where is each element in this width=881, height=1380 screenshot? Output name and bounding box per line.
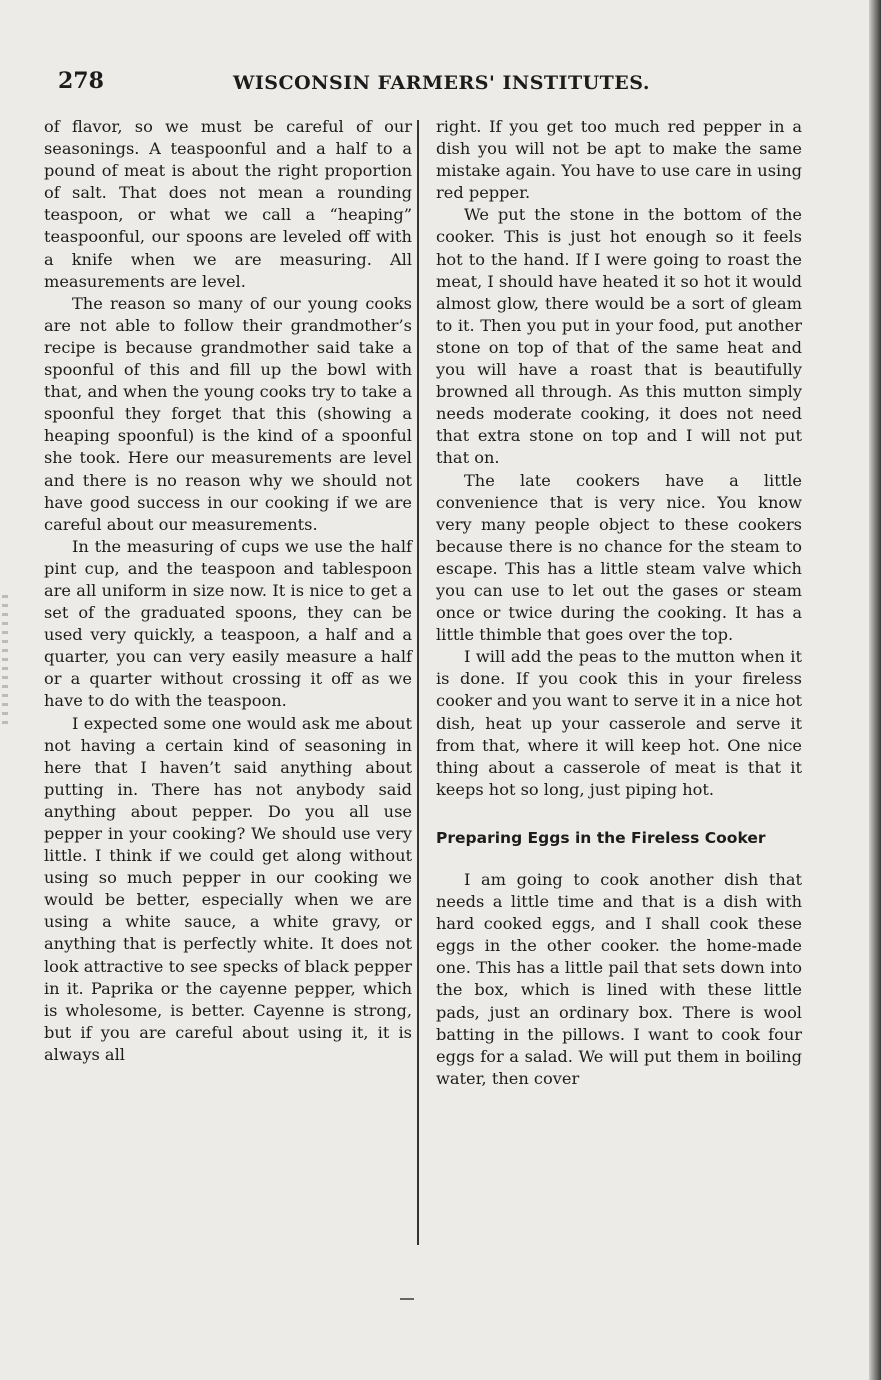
paragraph: The late cookers have a little convenience that is very nice. You know very many people object to these cookers because there is no chance for the steam to escape. This has a little steam valve which you can use to let out the gases or steam once or twice during the cooking. It has a little thimble that goes over the top. — [436, 470, 802, 645]
section-heading: Preparing Eggs in the Fireless Cooker — [436, 828, 766, 847]
page-edge-shadow — [869, 0, 881, 1380]
column-divider — [417, 120, 419, 1245]
paragraph: The reason so many of our young cooks are not able to follow their grandmother’s recipe is because grandmother said take a spoonful of this and fill up the bowl with that, and when the young cooks try to take a spoonful they forget that this (showing a heaping spoonful) is the kind of a spoonful she took. Here our measurements are level and there is no reason why we should not have good success in our cooking if we are careful about our measurements. — [44, 293, 412, 534]
paragraph: In the measuring of cups we use the half pint cup, and the teaspoon and tablespoon are all uniform in size now. It is nice to get a set of the graduated spoons, they can be used very quickly, a teaspoon, a half and a quarter, you can very easily measure a half or a quarter without crossing it off as we have to do with the teaspoon. — [44, 536, 412, 711]
page-header — [58, 68, 648, 108]
paragraph: I am going to cook another dish that needs a little time and that is a dish with hard cooked eggs, and I shall cook these eggs in the other cooker. the home-made one. This has a little pail that sets down into the box, which is lined with these little pads, just an ordinary box. There is wool batting in the pillows. I want to cook four eggs for a salad. We will put them in boiling water, then cover — [436, 870, 802, 1088]
right-column — [436, 116, 802, 1090]
running-title: WISCONSIN FARMERS' INSTITUTES. — [233, 72, 650, 94]
footer-mark — [400, 1298, 414, 1300]
paragraph: I expected some one would ask me about not having a certain kind of seasoning in here that I haven’t said anything about putting in. There has not anybody said anything about pepper. Do you all use pepper in your cooking? We should use very little. I think if we could get along without using so much pepper in our cooking we would be better, especially when we are using a white sauce, a white gravy, or anything that is perfectly white. It does not look attractive to see specks of black pepper in it. Paprika or the cayenne pepper, which is wholesome, is better. Cayenne is strong, but if you are careful about using it, it is always all — [44, 713, 412, 1064]
page-number: 278 — [58, 68, 104, 94]
paragraph: I will add the peas to the mutton when it is done. If you cook this in your fireless cooker and you want to serve it in a nice hot dish, heat up your casserole and serve it from that, where it will keep hot. One nice thing about a casserole of meat is that it keeps hot so long, just piping hot. — [436, 647, 802, 799]
paragraph: of flavor, so we must be careful of our seasonings. A teaspoonful and a half to a pound of meat is about the right proportion of salt. That does not mean a rounding teaspoon, or what we call a “heaping” teaspoonful, our spoons are leveled off with a knife when we are measuring. All measurements are level. — [44, 117, 412, 291]
paragraph: We put the stone in the bottom of the cooker. This is just hot enough so it feels hot to the hand. If I were going to roast the meat, I should have heated it so hot it would almost glow, there would be a sort of gleam to it. Then you put in your food, put another stone on top of that of the same heat and you will have a roast that is beautifully browned all through. As this mutton simply needs moderate cooking, it does not need that extra stone on top and I will not put that on. — [436, 205, 802, 468]
left-column — [44, 116, 412, 1066]
paragraph: right. If you get too much red pepper in a dish you will not be apt to make the same mistake again. You have to use care in using red pepper. — [436, 117, 802, 203]
margin-marks — [2, 595, 8, 725]
